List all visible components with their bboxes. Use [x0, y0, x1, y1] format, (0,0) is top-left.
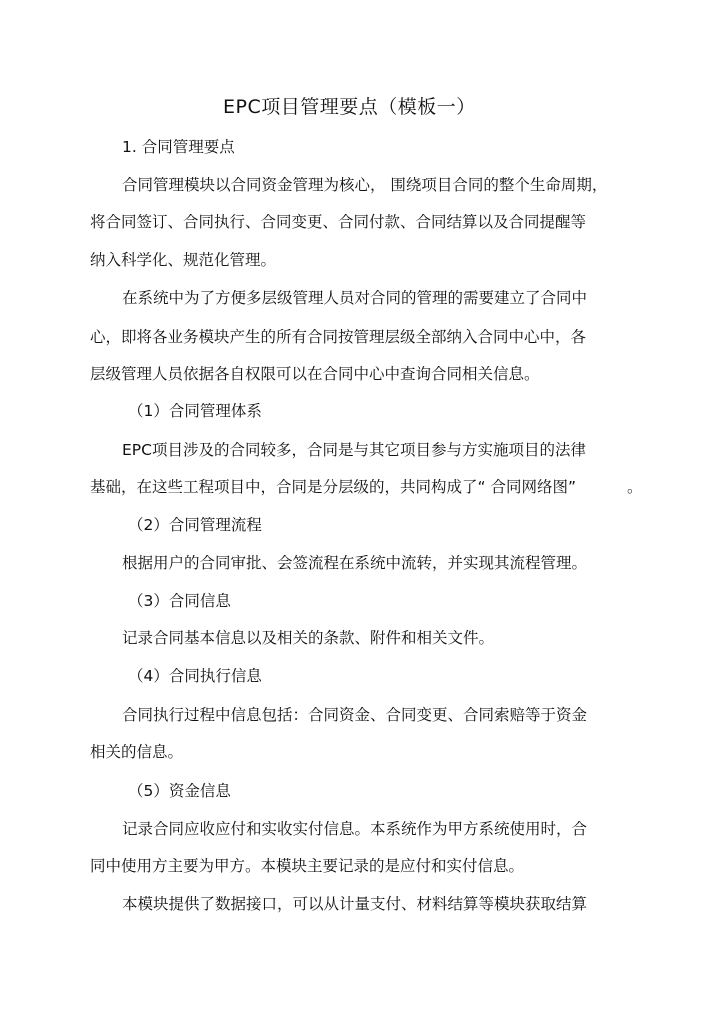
paragraph-line: 纳入科学化、规范化管理。 [90, 251, 277, 269]
paragraph-line: 同中使用方主要为甲方。本模块主要记录的是应付和实付信息。 [90, 857, 525, 875]
document-title: EPC项目管理要点（模板一） [223, 96, 476, 118]
paragraph-line: 在系统中为了方便多层级管理人员对合同的管理的需要建立了合同中 [122, 289, 588, 307]
paragraph-line: 根据用户的合同审批、会签流程在系统中流转，并实现其流程管理。 [122, 554, 588, 572]
paragraph-line: 将合同签订、合同执行、合同变更、合同付款、合同结算以及合同提醒等 [90, 213, 587, 231]
subsection-heading: （5）资金信息 [128, 782, 231, 800]
paragraph-line: EPC项目涉及的合同较多，合同是与其它项目参与方实施项目的法律 [122, 441, 586, 459]
section-heading-contract: 1. 合同管理要点 [122, 138, 235, 156]
paragraph-line: 。 [627, 478, 643, 496]
paragraph-line: 心，即将各业务模块产生的所有合同按管理层级全部纳入合同中心中，各 [90, 328, 587, 346]
subsection-heading: （3）合同信息 [128, 592, 231, 610]
paragraph-line: 合同管理模块以合同资金管理为核心， 围绕项目合同的整个生命周期， [122, 176, 608, 194]
subsection-heading: （4）合同执行信息 [128, 667, 262, 685]
paragraph-line: 本模块提供了数据接口，可以从计量支付、材料结算等模块获取结算 [122, 895, 588, 913]
paragraph-line: 相关的信息。 [90, 743, 184, 761]
paragraph-line: 记录合同基本信息以及相关的条款、附件和相关文件。 [122, 629, 495, 647]
paragraph-line: 基础，在这些工程项目中，合同是分层级的，共同构成了“ 合同网络图” [90, 478, 576, 496]
paragraph-line: 合同执行过程中信息包括：合同资金、合同变更、合同索赔等于资金 [122, 706, 588, 724]
subsection-heading: （1）合同管理体系 [128, 402, 262, 420]
subsection-heading: （2）合同管理流程 [128, 516, 262, 534]
paragraph-line: 记录合同应收应付和实收实付信息。本系统作为甲方系统使用时，合 [122, 820, 588, 838]
paragraph-line: 层级管理人员依据各自权限可以在合同中心中查询合同相关信息。 [90, 365, 540, 383]
